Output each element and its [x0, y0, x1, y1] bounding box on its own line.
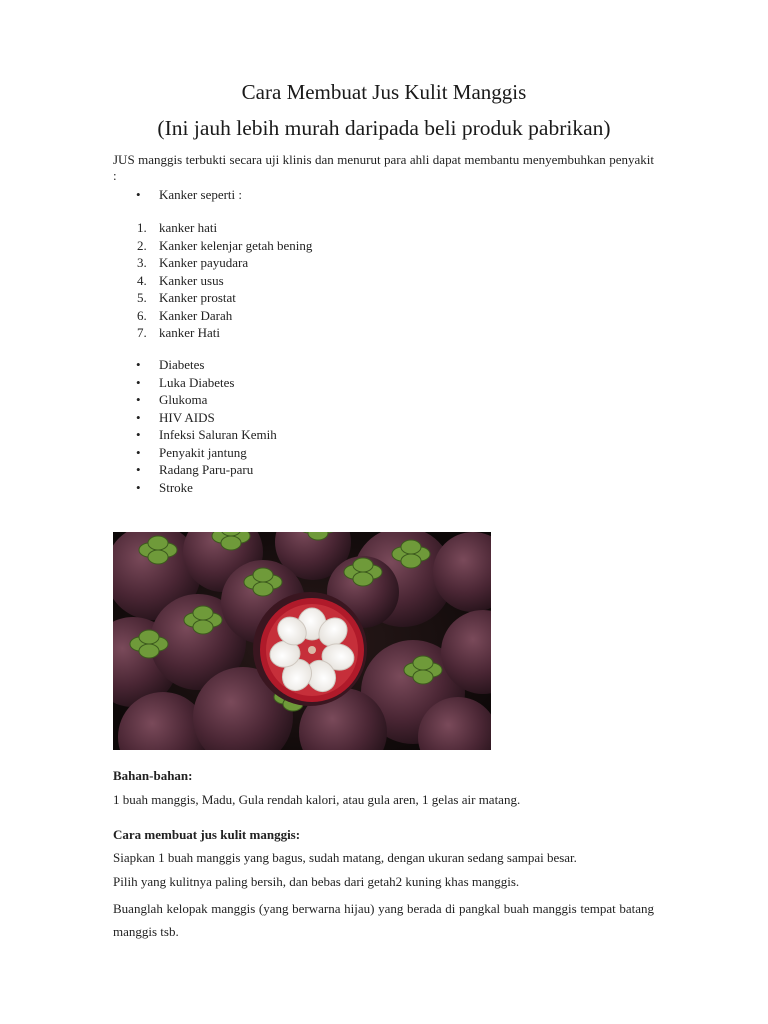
mangosteen-photo: [113, 532, 491, 750]
method-step: Buanglah kelopak manggis (yang berwarna hijau) yang berada di pangkal buah manggis tempat batang manggis tsb.: [113, 901, 654, 939]
list-item: [113, 461, 277, 479]
list-item: [113, 479, 277, 497]
cancer-item-text: Kanker Darah: [159, 307, 233, 323]
disease-item-text: Infeksi Saluran Kemih: [159, 427, 277, 442]
method-step: Siapkan 1 buah manggis yang bagus, sudah matang, dengan ukuran sedang sampai besar.: [113, 850, 577, 865]
cancer-item-text: kanker Hati: [159, 325, 221, 340]
ingredients-heading: Bahan-bahan:: [113, 768, 193, 783]
list-item: [113, 409, 277, 427]
cancer-item-text: Kanker kelenjar getah bening: [159, 237, 313, 253]
open-mangosteen: [253, 592, 367, 706]
list-number: 7.: [137, 325, 147, 340]
list-number: 4.: [137, 272, 147, 288]
list-number: 1.: [137, 220, 147, 235]
disease-item-text: Diabetes: [159, 357, 205, 372]
disease-item-text: HIV AIDS: [159, 409, 215, 425]
bullet-marker: •: [136, 479, 141, 495]
list-number: 6.: [137, 307, 147, 323]
list-item: [113, 356, 277, 374]
disease-item-text: Stroke: [159, 479, 193, 495]
method-step: Pilih yang kulitnya paling bersih, dan bebas dari getah2 kuning khas manggis.: [113, 874, 520, 889]
list-item: [113, 254, 312, 272]
list-item: [113, 219, 312, 237]
list-number: 5.: [137, 290, 147, 305]
cancer-item-text: Kanker payudara: [159, 255, 249, 270]
disease-list: [113, 356, 277, 496]
disease-item-text: Radang Paru-paru: [159, 462, 254, 477]
list-number: 3.: [137, 255, 147, 270]
list-number: 2.: [137, 237, 147, 253]
cancer-item-text: Kanker prostat: [159, 290, 236, 305]
method-heading: Cara membuat jus kulit manggis:: [113, 827, 301, 842]
disease-item-text: Luka Diabetes: [159, 374, 235, 390]
bullet-marker: •: [136, 357, 141, 372]
cancer-list: [113, 219, 312, 342]
ingredients-text: 1 buah manggis, Madu, Gula rendah kalori, atau gula aren, 1 gelas air matang.: [113, 792, 521, 807]
list-item: [113, 324, 312, 342]
bullet-marker: •: [136, 462, 141, 477]
cancer-item-text: Kanker usus: [159, 272, 224, 288]
list-item: [113, 272, 312, 290]
cancer-heading: Kanker seperti :: [159, 187, 243, 202]
intro-paragraph: JUS manggis terbukti secara uji klinis dan menurut para ahli dapat membantu menyembuhkan penyakit :: [113, 152, 654, 183]
document-title: Cara Membuat Jus Kulit Manggis: [241, 80, 527, 104]
bullet-marker: •: [136, 392, 141, 407]
list-item: [113, 444, 277, 462]
cancer-item-text: kanker hati: [159, 220, 218, 235]
bullet-marker: •: [136, 187, 141, 202]
list-item: [113, 289, 312, 307]
document-subtitle: (Ini jauh lebih murah daripada beli produk pabrikan): [157, 116, 611, 140]
list-item: [113, 307, 312, 325]
bullet-marker: •: [136, 374, 141, 390]
bullet-marker: •: [136, 409, 141, 425]
list-item: [113, 237, 312, 255]
list-item: [113, 374, 277, 392]
list-item: [113, 426, 277, 444]
cancer-heading-list: [113, 186, 242, 204]
list-item: [113, 391, 277, 409]
disease-item-text: Penyakit jantung: [159, 444, 247, 460]
bullet-marker: •: [136, 427, 141, 442]
disease-item-text: Glukoma: [159, 392, 208, 407]
list-item: [113, 186, 242, 204]
bullet-marker: •: [136, 444, 141, 460]
